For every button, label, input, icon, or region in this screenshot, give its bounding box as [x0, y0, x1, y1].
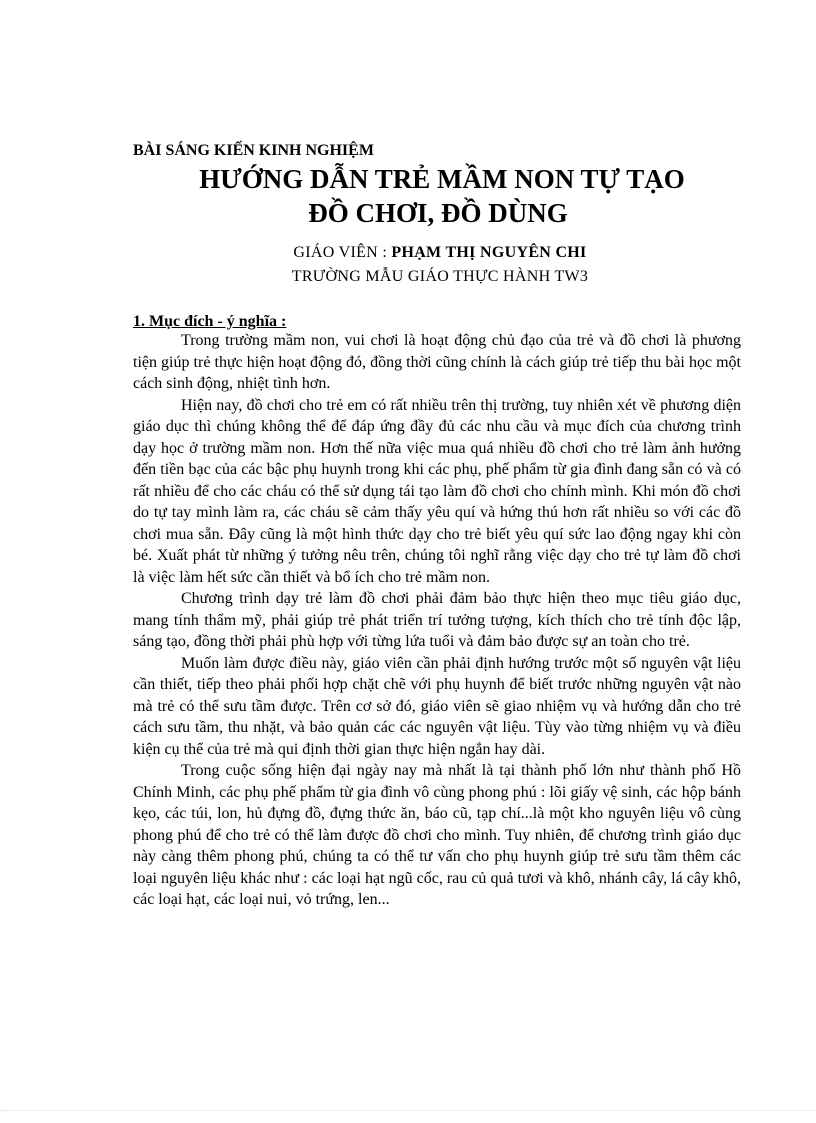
teacher-line — [130, 244, 750, 262]
school-name: TRƯỜNG MẪU GIÁO THỰC HÀNH TW3 — [291, 268, 589, 285]
teacher-label: GIÁO VIÊN : — [293, 244, 392, 261]
paragraph-1: Trong trường mầm non, vui chơi là hoạt động chủ đạo của trẻ và đồ chơi là phương tiện giúp trẻ thực hiện hoạt động đó, đồng thời cũng chính là cách giúp trẻ tiếp thu bài học một cách sinh động, nhiệt tình hơn. — [133, 332, 741, 392]
paragraph-3: Chương trình dạy trẻ làm đồ chơi phải đảm bảo thực hiện theo mục tiêu giáo dục, mang tính thẩm mỹ, phải giúp trẻ phát triển trí tưởng tượng, kích thích cho trẻ tính độc lập, sáng tạo, đồng thời phải phù hợp với từng lứa tuổi và đảm bảo được sự an toàn cho trẻ. — [133, 590, 741, 650]
section-heading: 1. Mục đích - ý nghĩa : — [133, 313, 287, 330]
paragraph-5: Trong cuộc sống hiện đại ngày nay mà nhất là tại thành phố lớn như thành phố Hồ Chính Minh, các phụ phế phẩm từ gia đình vô cùng phong phú : lõi giấy vệ sinh, các hộp bánh kẹo, các túi, lon, hủ đựng đồ, đựng thức ăn, báo cũ, tạp chí...là một kho nguyên liệu vô cùng phong phú để cho trẻ có thể làm được đồ chơi cho mình. Tuy nhiên, để chương trình giáo dục này càng thêm phong phú, chúng ta có thể tư vấn cho phụ huynh giúp trẻ sưu tầm thêm các loại nguyên liệu khác như : các loại hạt ngũ cốc, rau củ quả tươi và khô, nhánh cây, lá cây khô, các loại hạt, các loại nui, vỏ trứng, len... — [133, 762, 741, 908]
page-bottom-divider — [0, 1110, 816, 1111]
paragraph-2: Hiện nay, đồ chơi cho trẻ em có rất nhiều trên thị trường, tuy nhiên xét về phương diện giáo dục thì chúng không thể để đáp ứng đầy đủ các nhu cầu và mục đích của chương trình dạy học ở trường mầm non. Hơn thế nữa việc mua quá nhiều đồ chơi cho trẻ làm ảnh hưởng đến tiền bạc của các bậc phụ huynh trong khi các phụ, phế phẩm từ gia đình đang sẵn có và có rất nhiều để cho các cháu có thể sử dụng tái tạo làm đồ chơi cho chính mình. Khi món đồ chơi do tự tay mình làm ra, các cháu sẽ cảm thấy yêu quí và hứng thú hơn rất nhiều so với các đồ chơi mua sẵn. Đây cũng là một hình thức dạy cho trẻ biết yêu quí sức lao động ngay khi còn bé. Xuất phát từ những ý tưởng nêu trên, chúng tôi nghĩ rằng việc dạy cho trẻ tự làm đồ chơi là việc làm hết sức cần thiết và bổ ích cho trẻ mầm non. — [133, 396, 741, 586]
section-body — [133, 330, 741, 911]
teacher-name: PHẠM THỊ NGUYÊN CHI — [391, 244, 587, 261]
document-title-line-2: ĐỒ CHƠI, ĐỒ DÙNG — [308, 198, 568, 228]
document-title-line-1: HƯỚNG DẪN TRẺ MẦM NON TỰ TẠO — [199, 164, 685, 194]
paragraph-4: Muốn làm được điều này, giáo viên cần phải định hướng trước một số nguyên vật liệu cần thiết, tiếp theo phải phối hợp chặt chẽ với phụ huynh để biết trước những nguyên vật nào mà trẻ có thể sưu tầm được. Trên cơ sở đó, giáo viên sẽ giao nhiệm vụ và hướng dẫn cho trẻ cách sưu tầm, thu nhặt, và bảo quản các các nguyên vật liệu. Tùy vào từng nhiệm vụ và điều kiện cụ thể của trẻ mà qui định thời gian thực hiện ngắn hay dài. — [133, 654, 741, 758]
document-kicker: BÀI SÁNG KIẾN KINH NGHIỆM — [133, 142, 374, 159]
